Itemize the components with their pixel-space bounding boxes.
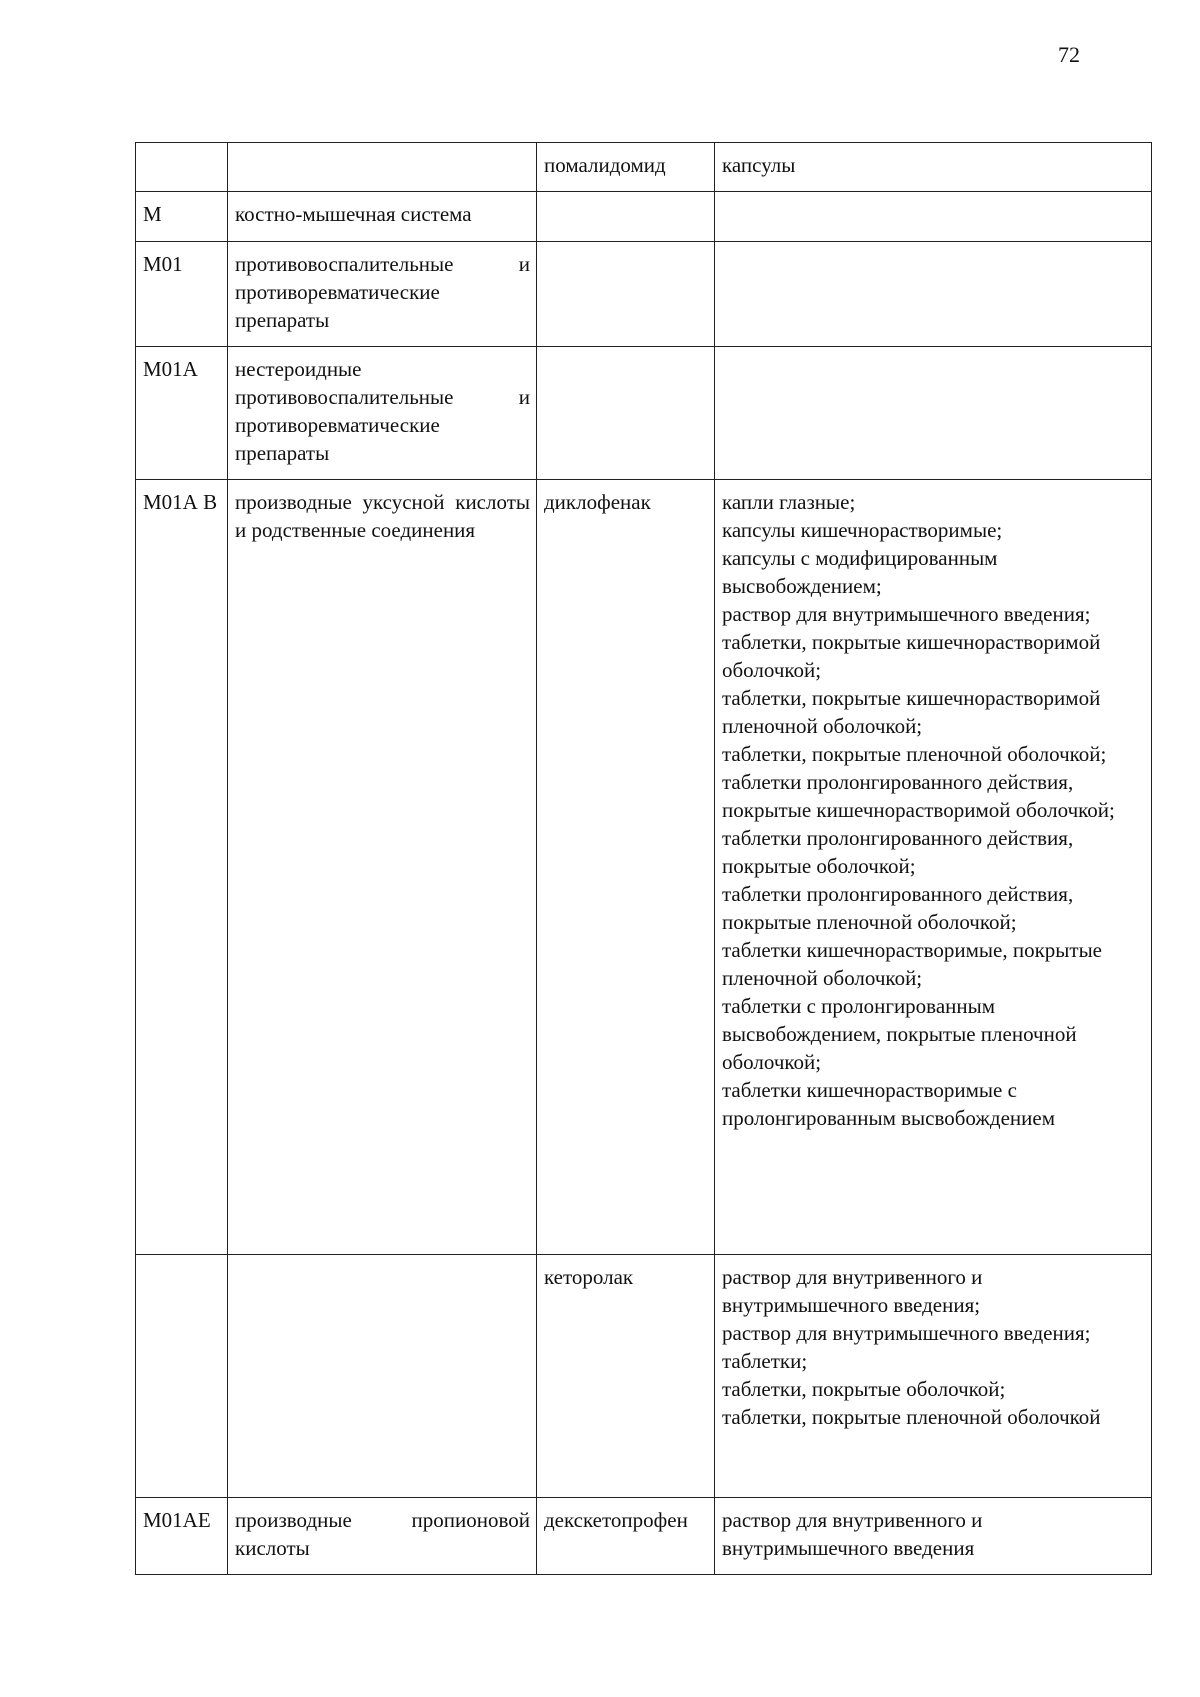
drug-name-cell: помалидомид xyxy=(537,143,715,192)
dosage-form: капсулы кишечнорастворимые; xyxy=(722,518,1003,542)
drug-name-cell: диклофенак xyxy=(537,480,715,1255)
dosage-form: капли глазные; xyxy=(722,490,856,514)
group-name-cell xyxy=(228,143,537,192)
dosage-form: капсулы с модифицированным высвобождением; xyxy=(722,546,998,598)
group-name-cell: производные уксусной кислоты и родственные соединения xyxy=(228,480,537,1255)
dosage-form: таблетки пролонгированного действия, покрытые пленочной оболочкой; xyxy=(722,882,1074,934)
dosage-form: таблетки; xyxy=(722,1349,808,1373)
table-row xyxy=(136,1498,1152,1575)
dosage-forms-cell xyxy=(715,1255,1152,1498)
dosage-form: раствор для внутримышечного введения; xyxy=(722,1321,1091,1345)
dosage-forms-cell xyxy=(715,480,1152,1255)
dosage-form: таблетки, покрытые пленочной оболочкой; xyxy=(722,742,1107,766)
table-row xyxy=(136,1255,1152,1498)
table-row xyxy=(136,192,1152,242)
dosage-form: раствор для внутривенного и внутримышечного введения; xyxy=(722,1265,983,1317)
dosage-forms-cell xyxy=(715,242,1152,347)
dosage-form: таблетки, покрытые оболочкой; xyxy=(722,1377,1006,1401)
group-name-cell: нестероидные противовоспалительные и противоревматические препараты xyxy=(228,347,537,480)
dosage-form: раствор для внутривенного и внутримышечного введения xyxy=(722,1508,983,1560)
dosage-form: таблетки кишечнорастворимые, покрытые пленочной оболочкой; xyxy=(722,938,1102,990)
dosage-forms-cell xyxy=(715,143,1152,192)
atc-code-cell xyxy=(136,1255,228,1498)
drug-name-cell: кеторолак xyxy=(537,1255,715,1498)
dosage-form: таблетки, покрытые кишечнорастворимой оболочкой; xyxy=(722,630,1101,682)
group-name-cell xyxy=(228,1255,537,1498)
table-row xyxy=(136,347,1152,480)
atc-code-cell: М xyxy=(136,192,228,242)
atc-code-cell: М01А В xyxy=(136,480,228,1255)
table-row xyxy=(136,143,1152,192)
drug-name-cell xyxy=(537,347,715,480)
dosage-form: таблетки пролонгированного действия, покрытые кишечнорастворимой оболочкой; xyxy=(722,770,1115,822)
dosage-form: капсулы xyxy=(722,153,796,177)
atc-code-cell: М01 xyxy=(136,242,228,347)
dosage-form: таблетки с пролонгированным высвобождением, покрытые пленочной оболочкой; xyxy=(722,994,1077,1074)
atc-code-cell xyxy=(136,143,228,192)
dosage-form: таблетки, покрытые пленочной оболочкой xyxy=(722,1405,1101,1429)
dosage-form: таблетки, покрытые кишечнорастворимой пленочной оболочкой; xyxy=(722,686,1101,738)
dosage-form: таблетки кишечнорастворимые с пролонгированным высвобождением xyxy=(722,1078,1055,1130)
drug-name-cell xyxy=(537,242,715,347)
table-row xyxy=(136,480,1152,1255)
dosage-form: таблетки пролонгированного действия, покрытые оболочкой; xyxy=(722,826,1074,878)
drug-table xyxy=(135,142,1152,1575)
drug-name-cell xyxy=(537,192,715,242)
dosage-form: раствор для внутримышечного введения; xyxy=(722,602,1091,626)
group-name-cell: производные пропионовой кислоты xyxy=(228,1498,537,1575)
page-number: 72 xyxy=(1058,42,1080,67)
atc-code-cell: М01АЕ xyxy=(136,1498,228,1575)
atc-code-cell: М01А xyxy=(136,347,228,480)
dosage-forms-cell xyxy=(715,192,1152,242)
dosage-forms-cell xyxy=(715,347,1152,480)
table-row xyxy=(136,242,1152,347)
group-name-cell: противовоспалительные и противоревматические препараты xyxy=(228,242,537,347)
group-name-cell: костно-мышечная система xyxy=(228,192,537,242)
drug-name-cell: декскетопрофен xyxy=(537,1498,715,1575)
dosage-forms-cell xyxy=(715,1498,1152,1575)
